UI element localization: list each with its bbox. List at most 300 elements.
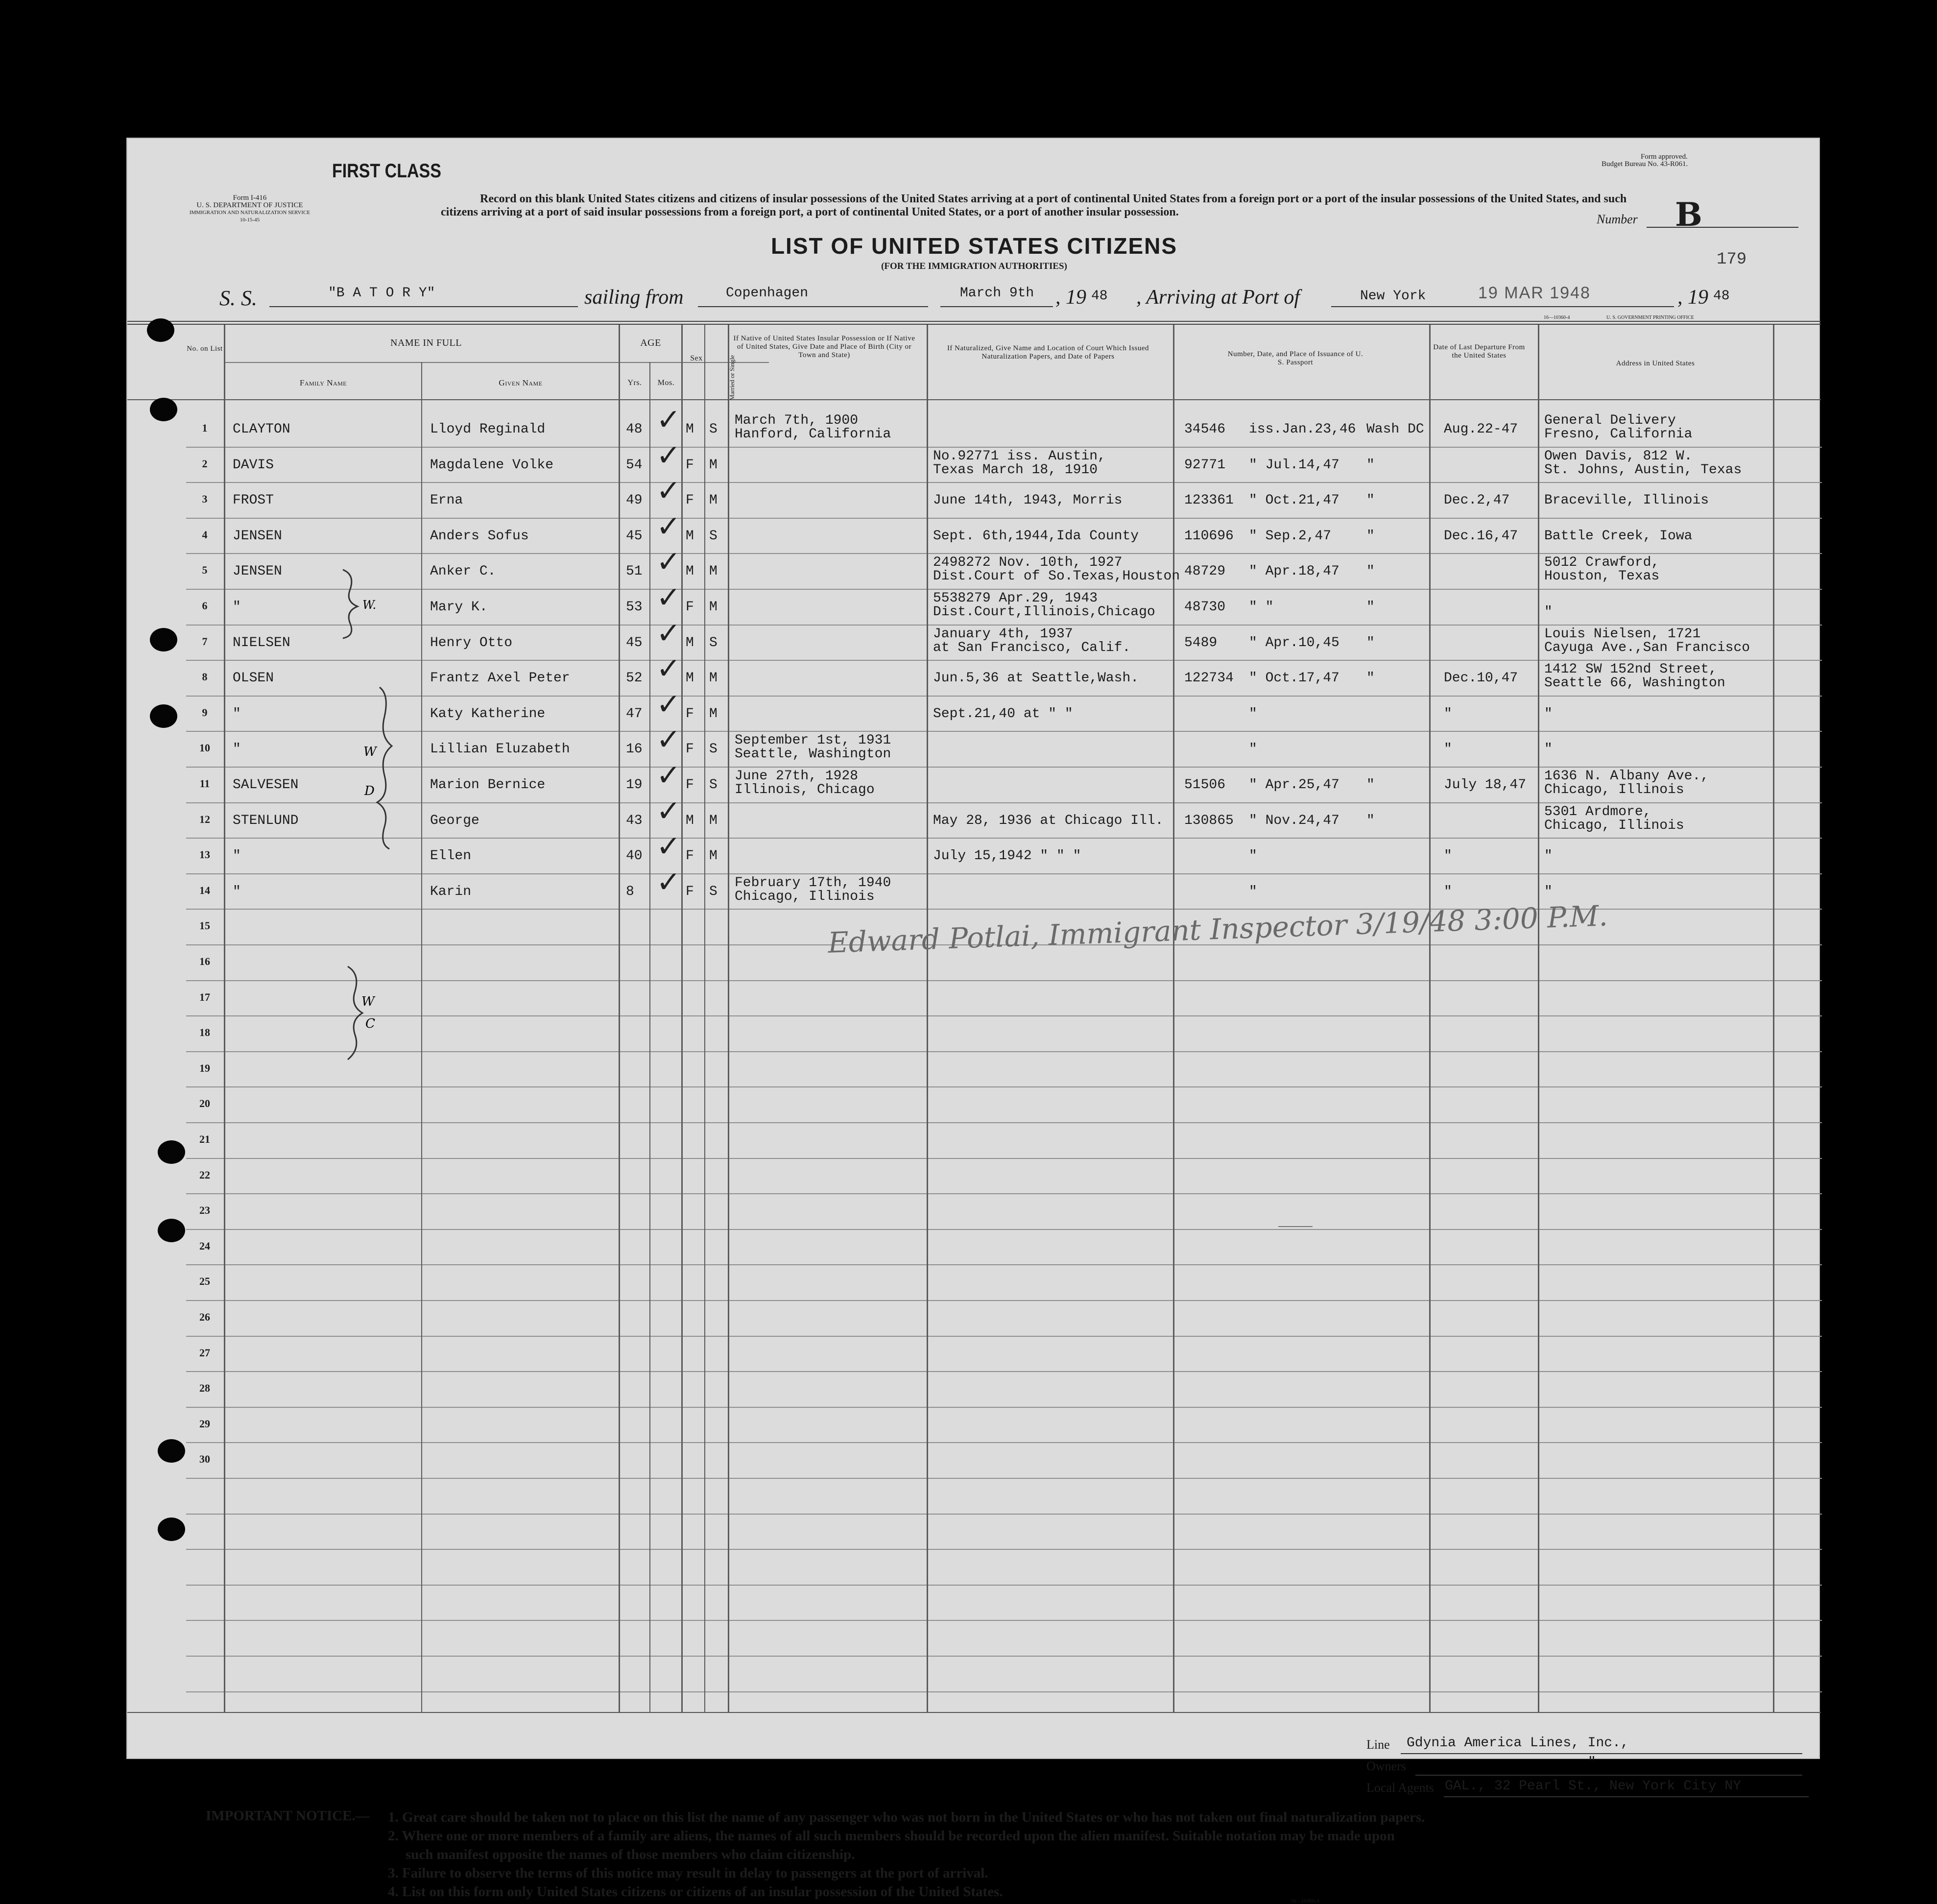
address-line-1-cell: 1412 SW 152nd Street,	[1544, 662, 1717, 677]
header-sex: Sex	[690, 354, 703, 362]
row-rule	[186, 1585, 1822, 1586]
given-name-cell: Magdalene Volke	[430, 457, 554, 473]
row-number: 21	[199, 1133, 210, 1145]
approval-line-2: Budget Bureau No. 43-R061.	[1602, 160, 1688, 168]
header-passport: Number, Date, and Place of Issuance of U. S. Passport	[1227, 350, 1363, 366]
binder-hole	[158, 1439, 185, 1463]
row-number: 28	[199, 1382, 210, 1395]
address-line-1-cell: 5301 Ardmore,	[1544, 804, 1651, 819]
header-yrs: Yrs.	[627, 379, 642, 387]
col-line-nat	[1173, 325, 1174, 1712]
naturalization-cell: Sept. 6th,1944,Ida County	[933, 528, 1139, 544]
family-name-cell: NIELSEN	[233, 635, 290, 651]
age-check-mark: ✓	[656, 794, 681, 828]
row-rule	[186, 1514, 1822, 1515]
passport-place-cell: Wash DC	[1366, 422, 1424, 437]
row-number: 6	[202, 600, 208, 612]
inspector-signature: Edward Potlai, Immigrant Inspector 3/19/48 3:00 P.M.	[827, 899, 1608, 960]
row-rule	[186, 589, 1822, 590]
address-line-2-cell: Seattle 66, Washington	[1544, 675, 1725, 691]
passport-date-cell: " Oct.17,47	[1249, 671, 1339, 686]
mark-jensen-w: W.	[362, 598, 377, 612]
row-rule	[186, 660, 1822, 661]
passport-date-cell: " Apr.18,47	[1249, 564, 1339, 579]
owners-label: Owners	[1366, 1759, 1406, 1773]
birth-place-cell: Hanford, California	[735, 427, 891, 442]
last-departure-cell: "	[1444, 742, 1452, 757]
local-agents-value: GAL., 32 Pearl St., New York City NY	[1445, 1779, 1741, 1794]
family-name-cell: CLAYTON	[233, 422, 290, 437]
naturalization-cell: May 28, 1936 at Chicago Ill.	[933, 813, 1164, 828]
sailing-date: March 9th	[960, 286, 1034, 301]
passport-number-cell: 48729	[1184, 564, 1226, 579]
row-rule	[186, 1300, 1822, 1301]
passport-date-cell: "	[1249, 884, 1257, 899]
row-number: 24	[199, 1239, 210, 1252]
header-native: If Native of United States Insular Possession or If Native of United States, Give Date and Place of Birth (City or Town and State)	[733, 335, 915, 359]
last-departure-cell: "	[1444, 848, 1452, 864]
local-agents-label: Local Agents	[1366, 1781, 1434, 1795]
marital-status-cell: M	[709, 493, 717, 508]
age-years-cell: 54	[626, 457, 643, 473]
age-check-mark: ✓	[656, 438, 681, 473]
address-line-1-cell: "	[1544, 848, 1553, 864]
passport-number-cell: 48730	[1184, 600, 1226, 615]
passport-number-cell: 5489	[1184, 635, 1218, 651]
given-name-cell: Anders Sofus	[430, 528, 529, 544]
form-id-block	[186, 194, 313, 224]
family-name-cell: STENLUND	[233, 813, 299, 828]
age-years-cell: 48	[626, 422, 643, 437]
first-class-stamp: FIRST CLASS	[332, 160, 441, 182]
manifest-sheet	[126, 138, 1820, 1904]
page-number: 179	[1717, 250, 1747, 269]
binder-hole	[150, 628, 177, 651]
row-number: 4	[202, 528, 208, 541]
passport-place-cell: "	[1366, 635, 1375, 651]
row-rule	[186, 482, 1822, 483]
port-underline	[1331, 306, 1674, 307]
passport-number-cell: 130865	[1184, 813, 1234, 828]
age-check-mark: ✓	[656, 865, 681, 899]
row-rule	[186, 1086, 1822, 1087]
row-number: 15	[199, 919, 210, 932]
sex-cell: M	[686, 813, 694, 828]
address-line-2-cell: Chicago, Illinois	[1544, 782, 1684, 797]
row-number: 30	[199, 1453, 210, 1466]
approval-line-1: Form approved.	[1641, 153, 1688, 161]
row-number: 27	[199, 1346, 210, 1359]
last-departure-cell: "	[1444, 884, 1452, 899]
mark-olsen-w: W	[363, 745, 377, 759]
sex-cell: M	[686, 635, 694, 651]
header-address: Address in United States	[1616, 360, 1695, 367]
passport-date-cell: " Jul.14,47	[1249, 457, 1339, 473]
arrival-year-prefix: , 19	[1677, 286, 1708, 309]
passport-number-cell: 92771	[1184, 457, 1226, 473]
sex-cell: F	[686, 884, 694, 899]
given-name-cell: Lloyd Reginald	[430, 422, 546, 437]
last-departure-cell: July 18,47	[1444, 777, 1527, 793]
row-rule	[186, 553, 1822, 554]
marital-status-cell: M	[709, 600, 717, 615]
naturalization-cell: 2498272 Nov. 10th, 1927	[933, 555, 1123, 571]
age-years-cell: 8	[626, 884, 634, 899]
col-line-no	[224, 325, 225, 1712]
owners-underline	[1415, 1775, 1802, 1776]
birth-place-cell: Chicago, Illinois	[735, 889, 875, 904]
row-rule	[186, 1158, 1822, 1159]
row-rule	[186, 1193, 1822, 1194]
sex-cell: M	[686, 671, 694, 686]
age-check-mark: ✓	[656, 509, 681, 544]
sex-cell: M	[686, 564, 694, 579]
header-family-name: Family Name	[299, 378, 347, 387]
row-rule	[186, 1691, 1822, 1692]
given-name-cell: Frantz Axel Peter	[430, 671, 570, 686]
row-number: 1	[202, 422, 208, 434]
header-no-on-list: No. on List	[187, 345, 223, 353]
row-number: 26	[199, 1311, 210, 1323]
header-naturalized: If Naturalized, Give Name and Location of Court Which Issued Naturalization Papers, and Date of Papers	[947, 344, 1149, 361]
last-departure-cell: Dec.2,47	[1444, 493, 1510, 508]
family-name-cell: JENSEN	[233, 564, 282, 579]
family-name-cell: "	[233, 848, 241, 864]
table-bottom-rule	[127, 1712, 1821, 1713]
address-line-1-cell: Louis Nielsen, 1721	[1544, 626, 1701, 642]
notice-3: 3. Failure to observe the terms of this notice may result in delay to passengers at the port of arrival.	[388, 1865, 988, 1881]
address-line-1-cell: 5012 Crawford,	[1544, 555, 1660, 571]
naturalization-cell: 5538279 Apr.29, 1943	[933, 591, 1098, 606]
family-name-cell: "	[233, 600, 241, 615]
marital-status-cell: M	[709, 457, 717, 473]
passport-number-cell: 123361	[1184, 493, 1234, 508]
row-number: 10	[199, 742, 210, 754]
address-line-1-cell: "	[1544, 884, 1553, 899]
naturalization-cell: Jun.5,36 at Seattle,Wash.	[933, 671, 1139, 686]
address-line-1-cell: "	[1544, 742, 1553, 757]
sex-cell: F	[686, 600, 694, 615]
passport-number-cell: 110696	[1184, 528, 1234, 544]
col-line-mos	[681, 325, 683, 1712]
address-line-1-cell: Owen Davis, 812 W.	[1544, 448, 1693, 464]
binder-hole	[158, 1140, 185, 1164]
address-line-2-cell: Houston, Texas	[1544, 569, 1660, 584]
birth-place-cell: Illinois, Chicago	[735, 782, 875, 797]
row-number: 11	[199, 777, 210, 790]
address-line-1-cell: General Delivery	[1544, 413, 1676, 428]
row-number: 13	[199, 848, 210, 861]
bracket-olsen	[377, 687, 392, 849]
notice-body	[388, 1808, 1808, 1901]
age-check-mark: ✓	[656, 723, 681, 757]
header-married-single: Married or Single	[728, 355, 736, 401]
naturalization-court-cell: Texas March 18, 1910	[933, 462, 1098, 478]
notice-2b: such manifest opposite the names of those members who claim citizenship.	[406, 1847, 855, 1862]
binder-hole	[147, 318, 174, 342]
row-rule	[186, 1407, 1822, 1408]
sex-cell: F	[686, 742, 694, 757]
sex-cell: M	[686, 422, 694, 437]
marital-status-cell: S	[709, 777, 717, 793]
age-years-cell: 45	[626, 635, 643, 651]
age-years-cell: 40	[626, 848, 643, 864]
mark-stenlund-c: C	[365, 1016, 375, 1031]
row-rule	[186, 1549, 1822, 1550]
age-years-cell: 53	[626, 600, 643, 615]
sailing-label: sailing from	[584, 286, 684, 309]
naturalization-court-cell: at San Francisco, Calif.	[933, 640, 1131, 655]
family-name-cell: SALVESEN	[233, 777, 299, 793]
age-check-mark: ✓	[656, 829, 681, 864]
ship-underline	[269, 306, 578, 307]
age-check-mark: ✓	[656, 580, 681, 615]
marital-status-cell: S	[709, 635, 717, 651]
naturalization-cell: Sept.21,40 at " "	[933, 706, 1073, 722]
col-line-native	[927, 325, 928, 1712]
naturalization-cell: July 15,1942 " " "	[933, 848, 1081, 864]
department: U. S. DEPARTMENT OF JUSTICE	[196, 201, 303, 209]
row-number: 25	[199, 1275, 210, 1288]
notice-title: IMPORTANT NOTICE.—	[206, 1808, 370, 1824]
binder-hole	[158, 1518, 185, 1541]
row-number: 29	[199, 1417, 210, 1430]
sailing-year: 48	[1091, 289, 1108, 304]
marital-status-cell: M	[709, 706, 717, 722]
marital-status-cell: S	[709, 884, 717, 899]
row-rule	[186, 1336, 1822, 1337]
passport-place-cell: "	[1366, 564, 1375, 579]
printer-code: 16—10360-4	[1544, 315, 1570, 320]
header-name-in-full: NAME IN FULL	[390, 337, 462, 348]
mark-olsen-d: D	[364, 784, 375, 798]
row-rule	[186, 1478, 1822, 1479]
passport-place-cell: "	[1366, 671, 1375, 686]
address-line-1-cell: Battle Creek, Iowa	[1544, 528, 1693, 544]
sailing-from-port: Copenhagen	[726, 286, 809, 301]
address-line-2-cell: Cayuga Ave.,San Francisco	[1544, 640, 1750, 655]
year-prefix: , 19	[1055, 286, 1086, 309]
approval-block	[1602, 153, 1807, 168]
row-number: 17	[199, 990, 210, 1003]
age-check-mark: ✓	[656, 687, 681, 722]
age-years-cell: 47	[626, 706, 643, 722]
mark-stenlund-w: W	[361, 994, 375, 1009]
family-name-cell: "	[233, 884, 241, 899]
passport-date-cell: " Nov.24,47	[1249, 813, 1339, 828]
row-rule	[186, 1656, 1822, 1657]
table-top-rule	[127, 321, 1821, 322]
col-line-yrs	[649, 362, 650, 1712]
number-underline	[1647, 227, 1798, 228]
row-number: 3	[202, 493, 208, 506]
passport-date-cell: " Apr.10,45	[1249, 635, 1339, 651]
arrival-date-stamp: 19 MAR 1948	[1478, 284, 1591, 302]
row-number: 12	[199, 813, 210, 825]
passport-place-cell: "	[1366, 493, 1375, 508]
col-line-ms	[728, 325, 729, 1712]
passport-number-cell: 51506	[1184, 777, 1226, 793]
passport-date-cell: "	[1249, 742, 1257, 757]
form-title: LIST OF UNITED STATES CITIZENS	[770, 233, 1178, 259]
row-number: 2	[202, 457, 208, 470]
row-rule	[186, 873, 1822, 874]
table-top-rule-2	[127, 324, 1821, 325]
col-line-sex	[704, 325, 705, 1712]
naturalization-court-cell: Dist.Court of So.Texas,Houston	[933, 569, 1180, 584]
row-number: 18	[199, 1026, 210, 1039]
row-rule	[186, 838, 1822, 839]
bottom-code: 16—10360-4	[1291, 1898, 1319, 1904]
bracket-stenlund	[348, 966, 362, 1060]
given-name-cell: Erna	[430, 493, 463, 508]
birth-date-cell: March 7th, 1900	[735, 413, 859, 428]
row-rule	[186, 767, 1822, 768]
address-line-2-cell: Fresno, California	[1544, 427, 1693, 442]
arriving-label-text: Arriving at Port of	[1146, 286, 1300, 309]
line-value: Gdynia America Lines, Inc.,	[1407, 1735, 1629, 1751]
age-years-cell: 43	[626, 813, 643, 828]
row-rule	[186, 1264, 1822, 1265]
row-number: 20	[199, 1097, 210, 1110]
last-departure-cell: Dec.10,47	[1444, 671, 1518, 686]
col-line-family	[421, 362, 422, 1712]
row-rule	[186, 1122, 1822, 1123]
family-brackets	[338, 560, 397, 1079]
row-rule	[186, 1620, 1822, 1621]
number-value: B	[1675, 195, 1702, 234]
age-check-mark: ✓	[656, 616, 681, 651]
row-rule	[186, 1015, 1822, 1016]
marital-status-cell: M	[709, 671, 717, 686]
row-rule	[186, 1442, 1822, 1443]
birth-date-cell: September 1st, 1931	[735, 733, 891, 748]
family-name-cell: DAVIS	[233, 457, 274, 473]
age-years-cell: 52	[626, 671, 643, 686]
row-rule	[186, 447, 1822, 448]
given-name-cell: Karin	[430, 884, 472, 899]
age-check-mark: ✓	[656, 758, 681, 793]
age-check-mark: ✓	[656, 651, 681, 686]
last-departure-cell: "	[1444, 706, 1452, 722]
last-departure-cell: Dec.16,47	[1444, 528, 1518, 544]
binder-hole	[158, 1219, 185, 1242]
given-name-cell: Mary K.	[430, 600, 488, 615]
binder-hole	[150, 704, 177, 728]
passport-date-cell: iss.Jan.23,46	[1249, 422, 1356, 437]
passport-number-cell: 122734	[1184, 671, 1234, 686]
edition: 10-15-45	[239, 217, 260, 223]
row-rule	[186, 1051, 1822, 1052]
row-number: 16	[199, 955, 210, 967]
row-number: 8	[202, 671, 208, 683]
marital-status-cell: M	[709, 564, 717, 579]
passport-date-cell: " Oct.21,47	[1249, 493, 1339, 508]
col-line-passport	[1429, 325, 1431, 1712]
col-line-given	[619, 325, 620, 1712]
age-years-cell: 51	[626, 564, 643, 579]
age-years-cell: 19	[626, 777, 643, 793]
age-years-cell: 45	[626, 528, 643, 544]
address-line-2-cell: Chicago, Illinois	[1544, 818, 1684, 833]
stray-mark	[1278, 1226, 1313, 1227]
sex-cell: F	[686, 848, 694, 864]
age-years-cell: 49	[626, 493, 643, 508]
passport-date-cell: " Apr.25,47	[1249, 777, 1339, 793]
family-name-cell: FROST	[233, 493, 274, 508]
passport-place-cell: "	[1366, 457, 1375, 473]
year-prefix-value: 19	[1066, 286, 1086, 309]
sex-cell: F	[686, 457, 694, 473]
date-underline	[940, 306, 1053, 307]
row-number: 14	[199, 884, 210, 896]
notice-1: 1. Great care should be taken not to place on this list the name of any passenger who was not born in the United States or who has not taken out final naturalization papers.	[388, 1809, 1425, 1825]
family-name-cell: JENSEN	[233, 528, 282, 544]
arriving-label: , Arriving at Port of	[1136, 286, 1300, 309]
row-rule	[186, 802, 1822, 803]
arrival-year-prefix-value: 19	[1688, 286, 1708, 309]
passport-place-cell: "	[1366, 600, 1375, 615]
header-bottom-rule	[127, 399, 1821, 400]
passport-date-cell: " "	[1249, 600, 1274, 615]
row-rule	[186, 625, 1822, 626]
marital-status-cell: M	[709, 813, 717, 828]
notice-4: 4. List on this form only United States citizens or citizens of an insular possession of the United States.	[388, 1884, 1003, 1900]
family-name-cell: "	[233, 706, 241, 722]
age-check-mark: ✓	[656, 545, 681, 579]
birth-date-cell: February 17th, 1940	[735, 875, 891, 891]
row-rule	[186, 980, 1822, 981]
age-years-cell: 16	[626, 742, 643, 757]
row-rule	[186, 1229, 1822, 1230]
given-name-cell: George	[430, 813, 479, 828]
given-name-cell: Lillian Eluzabeth	[430, 742, 570, 757]
bracket-jensen	[343, 570, 358, 638]
passport-date-cell: "	[1249, 848, 1257, 864]
binder-hole	[150, 398, 177, 421]
notice-2a: 2. Where one or more members of a family are aliens, the names of all such members should be recorded upon the alien manifest. Suitable notation may be made upon	[388, 1828, 1395, 1844]
address-line-2-cell: St. Johns, Austin, Texas	[1544, 462, 1742, 478]
form-number: Form I-416	[233, 194, 267, 202]
passport-date-cell: " Sep.2,47	[1249, 528, 1332, 544]
birth-date-cell: June 27th, 1928	[735, 769, 859, 784]
family-name-cell: "	[233, 742, 241, 757]
line-underline	[1401, 1753, 1802, 1754]
ship-name: "B A T O R Y"	[328, 286, 435, 301]
given-name-cell: Henry Otto	[430, 635, 513, 651]
header-last-departure: Date of Last Departure From the United States	[1433, 343, 1525, 360]
naturalization-cell: No.92771 iss. Austin,	[933, 448, 1106, 464]
row-rule	[186, 518, 1822, 519]
address-line-1-cell: "	[1544, 706, 1553, 722]
header-age: AGE	[640, 337, 661, 348]
row-rule	[186, 696, 1822, 697]
from-underline	[698, 306, 928, 307]
passport-date-cell: "	[1249, 706, 1257, 722]
arrival-port: New York	[1360, 289, 1426, 304]
row-number: 5	[202, 564, 208, 577]
line-label: Line	[1366, 1737, 1390, 1752]
age-check-mark: ✓	[656, 403, 681, 437]
passport-place-cell: "	[1366, 528, 1375, 544]
passport-place-cell: "	[1366, 777, 1375, 793]
number-label: Number	[1597, 212, 1638, 226]
naturalization-court-cell: Dist.Court,Illinois,Chicago	[933, 604, 1155, 620]
address-line-1-cell: 1636 N. Albany Ave.,	[1544, 769, 1709, 784]
row-number: 9	[202, 706, 208, 719]
naturalization-cell: January 4th, 1937	[933, 626, 1073, 642]
row-rule	[186, 731, 1822, 732]
